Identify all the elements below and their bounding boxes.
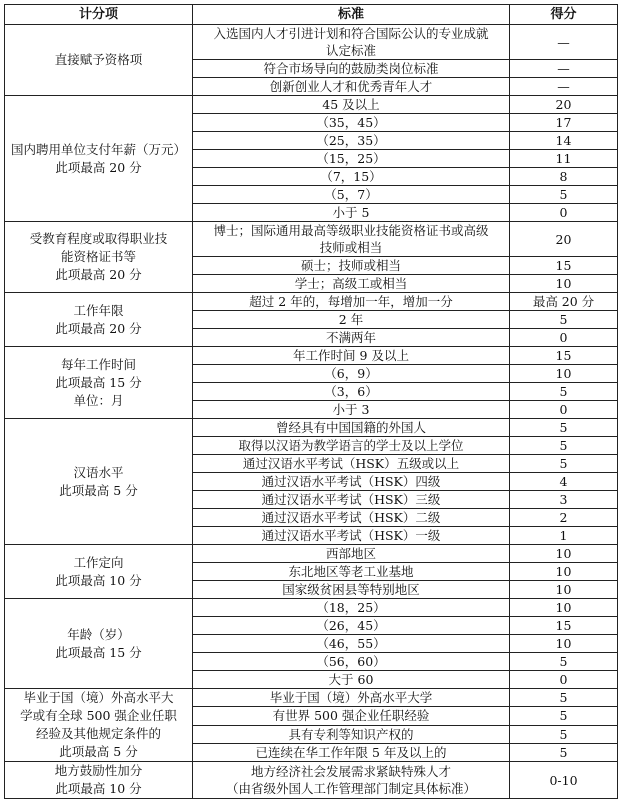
- standard-line: （7，15）: [320, 169, 382, 184]
- standard-cell: [193, 437, 510, 455]
- score-cell: 0: [510, 401, 618, 419]
- score-cell: 14: [510, 132, 618, 150]
- score-cell: 15: [510, 257, 618, 275]
- standard-cell: [193, 563, 510, 581]
- standard-cell: [193, 509, 510, 527]
- score-cell: 5: [510, 743, 618, 761]
- standard-cell: [193, 617, 510, 635]
- standard-cell: [193, 347, 510, 365]
- standard-line: 取得以汉语为教学语言的学士及以上学位: [238, 438, 464, 453]
- table-row: [5, 25, 618, 60]
- standard-cell: [193, 150, 510, 168]
- standard-line: 国家级贫困县等特别地区: [282, 582, 420, 597]
- standard-line: 有世界 500 强企业任职经验: [272, 708, 430, 724]
- standard-cell: [193, 707, 510, 725]
- score-cell: 5: [510, 653, 618, 671]
- score-cell: 5: [510, 186, 618, 204]
- standard-line: （6，9）: [324, 366, 378, 381]
- standard-cell: [193, 275, 510, 293]
- standard-line: （56，60）: [316, 654, 386, 669]
- category-line: 此项最高 15 分: [55, 644, 142, 660]
- standard-cell: [193, 455, 510, 473]
- score-cell: 5: [510, 725, 618, 743]
- category-cell: [5, 599, 193, 689]
- score-cell: 5: [510, 311, 618, 329]
- standard-line: （5，7）: [324, 187, 378, 202]
- table-row: [5, 419, 618, 437]
- standard-line: 东北地区等老工业基地: [288, 564, 414, 579]
- standard-cell: [193, 204, 510, 222]
- standard-line: 通过汉语水平考试（HSK）一级: [261, 528, 441, 543]
- standard-cell: [193, 293, 510, 311]
- category-line: 此项最高 15 分: [55, 374, 142, 390]
- category-cell: [5, 419, 193, 545]
- table-row: [5, 96, 618, 114]
- standard-line: 创新创业人才和优秀青年人才: [269, 79, 433, 94]
- score-cell: 10: [510, 275, 618, 293]
- category-line: 此项最高 10 分: [55, 572, 142, 588]
- standard-cell: [193, 114, 510, 132]
- category-cell: [5, 762, 193, 799]
- standard-line: （15，25）: [316, 151, 386, 166]
- standard-cell: [193, 132, 510, 150]
- standard-line: （46，55）: [316, 636, 386, 651]
- score-cell: 0: [510, 671, 618, 689]
- score-cell: 5: [510, 707, 618, 725]
- table-row: [5, 222, 618, 257]
- standard-cell: [193, 60, 510, 78]
- score-cell: 0-10: [510, 762, 618, 799]
- standard-line: （35，45）: [316, 115, 386, 130]
- score-cell: —: [510, 78, 618, 96]
- standard-cell: [193, 96, 510, 114]
- score-cell: 4: [510, 473, 618, 491]
- score-cell: —: [510, 25, 618, 60]
- standard-line: 2 年: [338, 312, 364, 327]
- category-cell: [5, 293, 193, 347]
- standard-cell: [193, 311, 510, 329]
- category-cell: [5, 222, 193, 293]
- standard-line: 技师或相当: [319, 240, 383, 255]
- standard-cell: [193, 491, 510, 509]
- category-cell: [5, 25, 193, 96]
- standard-line: （3，6）: [324, 384, 378, 399]
- category-cell: [5, 689, 193, 762]
- score-cell: 10: [510, 365, 618, 383]
- category-cell: [5, 96, 193, 222]
- standard-cell: [193, 581, 510, 599]
- standard-cell: [193, 473, 510, 491]
- standard-line: 地方经济社会发展需求紧缺特殊人才: [250, 764, 451, 779]
- category-line: 经验及其他规定条件的: [35, 726, 161, 741]
- table-row: [5, 545, 618, 563]
- standard-line: 通过汉语水平考试（HSK）三级: [261, 492, 441, 507]
- standard-cell: [193, 599, 510, 617]
- category-line: 此项最高 5 分: [59, 482, 138, 498]
- score-cell: 10: [510, 545, 618, 563]
- standard-line: （由省级外国人工作管理部门制定具体标准）: [225, 781, 476, 796]
- score-cell: 11: [510, 150, 618, 168]
- standard-cell: [193, 401, 510, 419]
- score-cell: 最高 20 分: [510, 293, 618, 311]
- standard-cell: [193, 545, 510, 563]
- standard-cell: [193, 78, 510, 96]
- standard-line: 具有专利等知识产权的: [288, 726, 414, 742]
- category-line: 学或有全球 500 强企业任职: [20, 708, 177, 723]
- standard-line: （25，35）: [316, 133, 386, 148]
- category-line: 受教育程度或取得职业技: [29, 231, 168, 246]
- standard-cell: [193, 527, 510, 545]
- score-cell: 0: [510, 329, 618, 347]
- standard-line: 通过汉语水平考试（HSK）二级: [261, 510, 441, 525]
- standard-line: （18，25）: [316, 600, 386, 615]
- score-cell: 5: [510, 689, 618, 707]
- standard-cell: [193, 25, 510, 60]
- standard-line: 入选国内人才引进计划和符合国际公认的专业成就: [213, 26, 489, 41]
- standard-cell: [193, 725, 510, 743]
- score-cell: 10: [510, 563, 618, 581]
- standard-line: 符合市场导向的鼓励类岗位标准: [263, 61, 439, 76]
- score-cell: 5: [510, 419, 618, 437]
- standard-cell: [193, 419, 510, 437]
- category-line: 此项最高 20 分: [55, 267, 142, 282]
- header-item: 计分项: [5, 5, 193, 25]
- standard-cell: [193, 186, 510, 204]
- category-line: 国内聘用单位支付年薪（万元）: [10, 141, 186, 157]
- category-line: 能资格证书等: [60, 249, 136, 264]
- score-cell: 20: [510, 222, 618, 257]
- standard-line: 小于 3: [332, 402, 370, 417]
- score-cell: 0: [510, 204, 618, 222]
- standard-cell: [193, 365, 510, 383]
- standard-line: 45 及以上: [322, 97, 380, 112]
- score-cell: 5: [510, 437, 618, 455]
- table-row: [5, 599, 618, 617]
- standard-line: 西部地区: [325, 546, 376, 561]
- score-cell: 10: [510, 581, 618, 599]
- standard-cell: [193, 329, 510, 347]
- category-line: 汉语水平: [73, 464, 124, 480]
- standard-cell: [193, 689, 510, 707]
- score-cell: 10: [510, 635, 618, 653]
- score-cell: 5: [510, 383, 618, 401]
- score-cell: 2: [510, 509, 618, 527]
- standard-line: 超过 2 年的，每增加一年，增加一分: [249, 294, 453, 309]
- standard-cell: [193, 257, 510, 275]
- standard-line: 认定标准: [325, 43, 376, 58]
- header-standard: 标准: [193, 5, 510, 25]
- standard-cell: [193, 383, 510, 401]
- table-row: [5, 293, 618, 311]
- category-line: 年龄（岁）: [67, 626, 130, 642]
- standard-line: 不满两年: [325, 330, 376, 345]
- score-cell: 3: [510, 491, 618, 509]
- category-line: 此项最高 10 分: [55, 781, 142, 796]
- standard-cell: [193, 168, 510, 186]
- category-line: 毕业于国（境）外高水平大: [23, 690, 174, 705]
- scoring-table: [4, 4, 618, 799]
- score-cell: 20: [510, 96, 618, 114]
- table-body: [5, 25, 618, 799]
- table-row: [5, 762, 618, 799]
- standard-line: 博士；国际通用最高等级职业技能资格证书或高级: [213, 223, 489, 238]
- standard-cell: [193, 635, 510, 653]
- category-line: 每年工作时间: [60, 356, 136, 372]
- standard-cell: [193, 743, 510, 761]
- standard-line: 小于 5: [332, 205, 370, 220]
- category-line: 工作年限: [73, 302, 124, 318]
- table-row: [5, 689, 618, 707]
- category-line: 此项最高 20 分: [55, 159, 142, 175]
- score-cell: 10: [510, 599, 618, 617]
- category-cell: [5, 545, 193, 599]
- score-cell: 17: [510, 114, 618, 132]
- standard-cell: [193, 762, 510, 799]
- standard-line: 大于 60: [328, 672, 374, 687]
- category-line: 单位：月: [73, 392, 124, 408]
- score-cell: 15: [510, 347, 618, 365]
- standard-line: （26，45）: [316, 618, 386, 633]
- standard-line: 学士；高级工或相当: [294, 276, 408, 291]
- standard-line: 通过汉语水平考试（HSK）四级: [261, 474, 441, 489]
- standard-line: 毕业于国（境）外高水平大学: [269, 690, 433, 706]
- standard-line: 年工作时间 9 及以上: [293, 348, 409, 363]
- table-header-row: [5, 5, 618, 25]
- standard-cell: [193, 222, 510, 257]
- standard-line: 曾经具有中国国籍的外国人: [275, 420, 426, 435]
- header-score: 得分: [510, 5, 618, 25]
- category-cell: [5, 347, 193, 419]
- category-line: 直接赋予资格项: [54, 52, 143, 67]
- category-line: 工作定向: [73, 554, 124, 570]
- standard-line: 通过汉语水平考试（HSK）五级或以上: [242, 456, 460, 471]
- category-line: 此项最高 5 分: [59, 744, 138, 759]
- standard-cell: [193, 653, 510, 671]
- category-line: 地方鼓励性加分: [54, 763, 143, 778]
- table-row: [5, 347, 618, 365]
- score-cell: 1: [510, 527, 618, 545]
- score-cell: 5: [510, 455, 618, 473]
- category-line: 此项最高 20 分: [55, 320, 142, 336]
- score-cell: 15: [510, 617, 618, 635]
- standard-line: 硕士；技师或相当: [300, 258, 401, 273]
- standard-cell: [193, 671, 510, 689]
- score-cell: 8: [510, 168, 618, 186]
- score-cell: —: [510, 60, 618, 78]
- standard-line: 已连续在华工作年限 5 年及以上的: [255, 744, 447, 760]
